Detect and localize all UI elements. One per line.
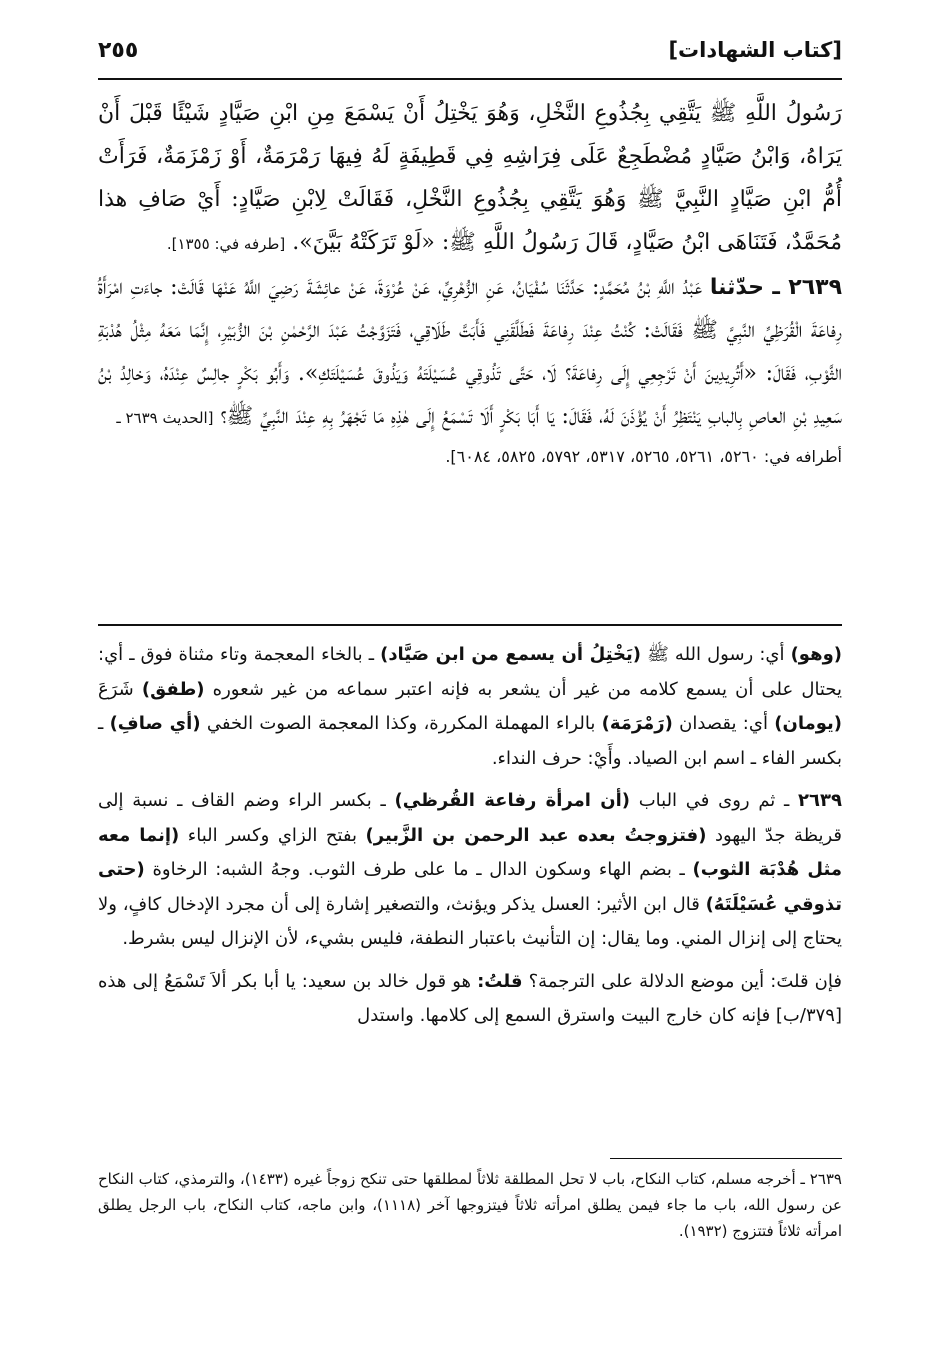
cross-reference: [طرفه في: ١٣٥٥]. — [166, 235, 286, 253]
commentary-text: ـ بضم الهاء وسكون الدال ـ ما على طرف الثوب. وجهُ الشبه: الرخاوة — [144, 859, 693, 880]
footnote-text: ٢٦٣٩ ـ أخرجه مسلم، كتاب النكاح، باب لا تحل المطلقة ثلاثاً لمطلقها حتى تنكح زوجاً غيره (١٤٣٣)، والترمذي، كتاب النكاح عن رسول الله، باب ما جاء فيمن يطلق امرأته ثلاثاً فيتزوجها آخر (١١١٨)، وابن ماجه، كتاب النكاح، باب الرجل يطلق امرأته ثلاثاً فتتزوج (١٩٣٢). — [98, 1170, 842, 1240]
commentary-text: ـ بكسر الفاء ـ اسم ابن الصياد. وأَيْ: حرف النداء. — [98, 713, 842, 769]
commentary-text: أي: يقصدان — [672, 713, 775, 734]
lemma: قلتُ: — [477, 970, 523, 992]
lemma: (رَمْرَمَة) — [601, 713, 673, 734]
lemma: (يَخْتِلُ أن يسمع من ابن صَيَّاد) — [380, 644, 642, 665]
lemma: (فتزوجتُ بعده عبد الرحمن بن الزَّبير) — [365, 824, 707, 846]
commentary-text: بالراء المهملة المكررة، وكذا المعجمة الصوت الخفي — [200, 713, 602, 734]
commentary-text: ـ ثم روى في الباب — [629, 790, 799, 811]
commentary-text: هو قول خالد بن سعيد: يا أبا بكر ألاَ تَسْمَعُ إلى هذه [٣٧٩/ب] فإنه كان خارج البيت واسترق السمع إلى كلامها. واستدل — [98, 970, 842, 1026]
footnote-divider — [610, 1158, 842, 1159]
lemma: (أي صافِ) — [109, 713, 201, 734]
hadith-body: عَبْدُ اللَّهِ بْنُ مُحَمَّدٍ: حَدَّثَنَا سُفْيَانُ، عَنِ الزُّهْرِيِّ، عَنْ عُرْوَةَ، عَنْ عائِشَةَ رَضِيَ اللَّهُ عَنْهَا قَالَتْ: جاءَتِ امْرَأَةُ رِفاعَةَ الْقُرَظِيِّ النَّبِيَّ ﷺ فَقَالَتْ: كُنْتُ عِنْدَ رِفاعَةَ فَطَلَّقَنِي فَأَبَتَّ طَلَاقِي، فَتَزَوَّجْتُ عَبْدَ الرَّحْمٰنِ بْنَ الزُّبَيْرِ، إِنَّمَا مَعَهُ مِثْلُ هُدْبَةِ الثَّوْبِ، فَقَالَ: «أَتُرِيدِينَ أَنْ تَرْجِعِي إِلَى رِفاعَةَ؟ لَا، حَتَّى تَذُوقِي عُسَيْلَتَهُ وَيَذُوقَ عُسَيْلَتَكِ». وَأَبُو بَكْرٍ جالِسٌ عِنْدَهُ، وَخالِدُ بْنُ سَعِيدِ بْنِ العاصِ بِالبابِ يَنْتَظِرُ أَنْ يُؤْذَنَ لَهُ، فَقَالَ: يَا أَبَا بَكْرٍ أَلَا تَسْمَعُ إِلَى هٰذِهِ مَا تَجْهَرُ بِهِ عِنْدَ النَّبِيِّ ﷺ؟ — [98, 275, 842, 429]
commentary-text: فإن قلتَ: أين موضع الدلالة على الترجمة؟ — [522, 970, 842, 992]
section-divider — [98, 624, 842, 626]
hadith-number: ٢٦٣٩ ـ حدّثنا — [709, 275, 843, 300]
lemma: (حتى تذوقي عُسَيْلَتَهُ) — [98, 859, 843, 915]
commentary-text: قال ابن الأثير: العسل يذكر ويؤنث، والتصغير إشارة إلى أن مجرد الإدخال كافٍ، ولا يحتاج إلى إنزال المني. وما يقال: إن التأنيث باعتبار النطفة، فليس بشيء، لأن الإنزال ليس بشرط. — [98, 893, 842, 949]
commentary — [98, 638, 842, 1042]
hadith-text — [98, 92, 842, 470]
cross-reference: [الحديث ٢٦٣٩ ـ — [116, 409, 214, 427]
commentary-paragraph — [98, 965, 842, 1034]
lemma: (وهو) — [790, 644, 842, 665]
commentary-text: بفتح الزاي وكسر الباء — [179, 824, 366, 846]
atraf-reference: أطرافه في: ٥٢٦٠، ٥٢٦١، ٥٢٦٥، ٥٣١٧، ٥٧٩٢، ٥٨٢٥، ٦٠٨٤]. — [445, 447, 842, 466]
hadith-number: ٢٦٣٩ — [798, 790, 842, 811]
hadith-body: رَسُولُ اللَّهِ ﷺ يَتَّقِي بِجُذُوعِ النَّخْلِ، وَهُوَ يَخْتِلُ أَنْ يَسْمَعَ مِنِ ابْنِ صَيَّادٍ شَيْئًا قَبْلَ أَنْ يَرَاهُ، وَابْنُ صَيَّادٍ مُضْطَجِعٌ عَلَى فِرَاشِهِ فِي قَطِيفَةٍ لَهُ فِيهَا رَمْرَمَةٌ، أَوْ زَمْزَمَةٌ، فَرَأَتْ أُمُّ ابْنِ صَيَّادٍ النَّبِيَّ ﷺ وَهُوَ يَتَّقِي بِجُذُوعِ النَّخْلِ، فَقَالَتْ لِابْنِ صَيَّادٍ: أَيْ صَافِ هذا مُحَمَّدٌ، فَتَنَاهَى ابْنُ صَيَّادٍ، قَالَ رَسُولُ اللَّهِ ﷺ: «لَوْ تَرَكَتْهُ بَيَّنَ». — [98, 101, 842, 255]
lemma: (طفق) — [141, 678, 205, 700]
commentary-text: ـ بكسر الراء وضم القاف ـ نسبة إلى قريظة جدّ اليهود — [98, 790, 843, 846]
lemma: (يومان) — [774, 713, 843, 734]
commentary-paragraph — [98, 784, 842, 957]
commentary-paragraph — [98, 638, 842, 776]
hadith-paragraph — [98, 266, 842, 440]
footnote — [98, 1166, 842, 1244]
page-header — [98, 38, 842, 78]
page-number: ٢٥٥ — [98, 38, 139, 63]
lemma: (إنما معه مثل هُدْبَة الثوب) — [98, 824, 842, 880]
commentary-text: شَرَعَ — [98, 678, 142, 700]
hadith-paragraph — [98, 92, 842, 266]
commentary-text: أي: رسول الله ﷺ — [641, 644, 791, 665]
lemma: (أن امرأة رفاعة القُرظي) — [394, 790, 630, 811]
commentary-text: ـ بالخاء المعجمة وتاء مثناة فوق ـ أي: يحتال على أن يسمع كلامه من غير أن يشعر به فإنه اعتبر سماعه من غير شعوره — [98, 644, 842, 700]
header-divider — [98, 78, 842, 80]
chapter-title: [كتاب الشهادات] — [668, 38, 842, 62]
